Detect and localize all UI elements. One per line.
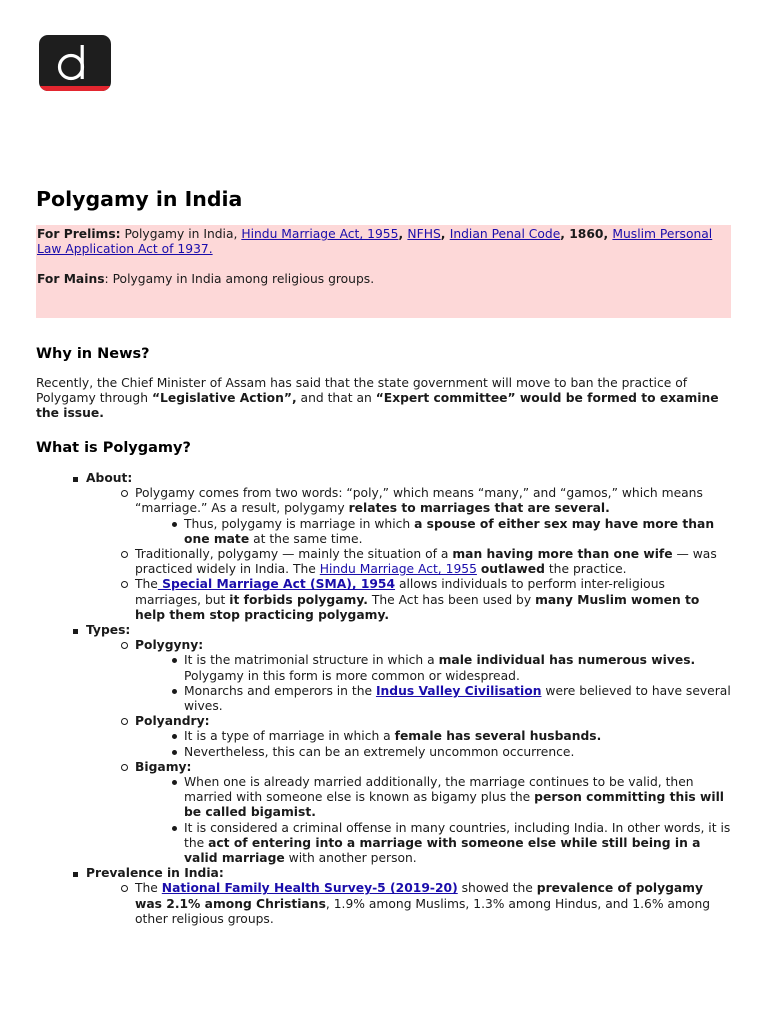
list-item: Polygamy comes from two words: “poly,” which means “many,” and “gamos,” which means “marriage.” As a result, polygamy relates to marriages that are several. Thus, polygamy is marriage in which a spouse of either sex may have more than one mate at the same time. [86,486,732,547]
link-muslim-personal-law[interactable]: Muslim Personal Law Application Act of 1937. [37,227,713,257]
prelims-line: For Prelims: Polygamy in India, Hindu Marriage Act, 1955, NFHS, Indian Penal Code, 1860, Muslim Personal Law Application Act of 1937. [37,227,713,257]
link-hindu-marriage-act[interactable]: Hindu Marriage Act, 1955 [241,227,399,241]
mains-label: For Mains [37,272,105,287]
polygamy-outline [36,471,732,927]
link-nfhs[interactable]: NFHS [407,227,441,241]
list-item: When one is already married additionally, the marriage continues to be valid, then married with someone else is known as bigamy plus the person committing this will be called bigamist. [135,775,732,821]
why-in-news-paragraph: Recently, the Chief Minister of Assam has said that the state government will move to ban the practice of Polygamy through “Legislative Action”, and that an “Expert committee” would be formed to examine the issue. [36,376,719,421]
list-item-about: About: Polygamy comes from two words: “poly,” which means “many,” and “gamos,” which means “marriage.” As a result, polygamy relates to marriages that are several. Thus, polygamy is marriage in which a spouse of either sex may have more than one mate at the same time. Traditionally, polygamy — mainly the situation of a man having more than one wife — was practiced widely in India. The Hindu Marriage Act, 1955 outlawed the practice. The Special Marriage Act (SMA), 1954 allows individuals to perform inter-religious marriages, but it forbids polygamy. The Act has been used by many Muslim women to help them stop practicing polygamy. [36,471,732,623]
link-special-marriage-act[interactable]: Special Marriage Act (SMA), 1954 [157,577,396,592]
list-item: The National Family Health Survey-5 (2019-20) showed the prevalence of polygamy was 2.1% among Christians, 1.9% among Muslims, 1.3% among Hindus, and 1.6% among other religious groups. [86,881,732,927]
logo-accent-bar [39,86,111,91]
prelims-label: For Prelims: [37,227,121,241]
list-item: Traditionally, polygamy — mainly the situation of a man having more than one wife — was practiced widely in India. The Hindu Marriage Act, 1955 outlawed the practice. [86,547,732,577]
link-hindu-marriage-act-inline[interactable]: Hindu Marriage Act, 1955 [319,562,477,577]
heading-why-in-news: Why in News? [36,346,150,362]
mains-line: For Mains: Polygamy in India among religious groups. [37,272,375,287]
list-item-polyandry: Polyandry: It is a type of marriage in which a female has several husbands. Nevertheless, this can be an extremely uncommon occurrence. [86,714,732,760]
list-item: The Special Marriage Act (SMA), 1954 allows individuals to perform inter-religious marriages, but it forbids polygamy. The Act has been used by many Muslim women to help them stop practicing polygamy. [86,577,732,623]
link-nfhs-5[interactable]: National Family Health Survey-5 (2019-20) [161,881,458,896]
list-item: Monarchs and emperors in the Indus Valley Civilisation were believed to have several wives. [135,684,732,714]
list-item-types: Types: Polygyny: It is the matrimonial structure in which a male individual has numerous wives. Polygamy in this form is more common or widespread. Monarchs and emperors in the Indus Valley Civilisation were believed to have several wives. Polyandry: It is a type of marriage in which a female has several husbands. Nevertheless, this can be an extremely uncommon occurrence. Bigamy: When one is already married additionally, the marriage continues to be valid, then married with someone else is known as bigamy plus the person committing this will be called bigamist. It is considered a criminal offense in many countries, including India. In other words, it is the act of entering into a marriage with someone else while still being in a valid marriage with another person. [36,623,732,866]
link-indian-penal-code[interactable]: Indian Penal Code [449,227,561,241]
list-item-polygyny: Polygyny: It is the matrimonial structure in which a male individual has numerous wives. Polygamy in this form is more common or widespread. Monarchs and emperors in the Indus Valley Civilisation were believed to have several wives. [86,638,732,714]
list-item: It is the matrimonial structure in which a male individual has numerous wives. Polygamy in this form is more common or widespread. [135,653,732,683]
link-indus-valley-civilisation[interactable]: Indus Valley Civilisation [375,683,542,698]
list-item-prevalence: Prevalence in India: The National Family Health Survey-5 (2019-20) showed the prevalence of polygamy was 2.1% among Christians, 1.9% among Muslims, 1.3% among Hindus, and 1.6% among other religious groups. [36,866,732,927]
page-title: Polygamy in India [36,187,243,211]
list-item: It is considered a criminal offense in many countries, including India. In other words, it is the act of entering into a marriage with someone else while still being in a valid marriage with another person. [135,821,732,867]
syllabus-box [36,225,731,318]
heading-what-is-polygamy: What is Polygamy? [36,440,191,456]
list-item: Nevertheless, this can be an extremely uncommon occurrence. [135,745,732,760]
list-item: Thus, polygamy is marriage in which a spouse of either sex may have more than one mate at the same time. [135,517,732,547]
d-letter-icon [39,35,111,91]
list-item: It is a type of marriage in which a female has several husbands. [135,729,732,744]
list-item-bigamy: Bigamy: When one is already married additionally, the marriage continues to be valid, then married with someone else is known as bigamy plus the person committing this will be called bigamist. It is considered a criminal offense in many countries, including India. In other words, it is the act of entering into a marriage with someone else while still being in a valid marriage with another person. [86,760,732,866]
site-logo[interactable] [39,35,111,91]
